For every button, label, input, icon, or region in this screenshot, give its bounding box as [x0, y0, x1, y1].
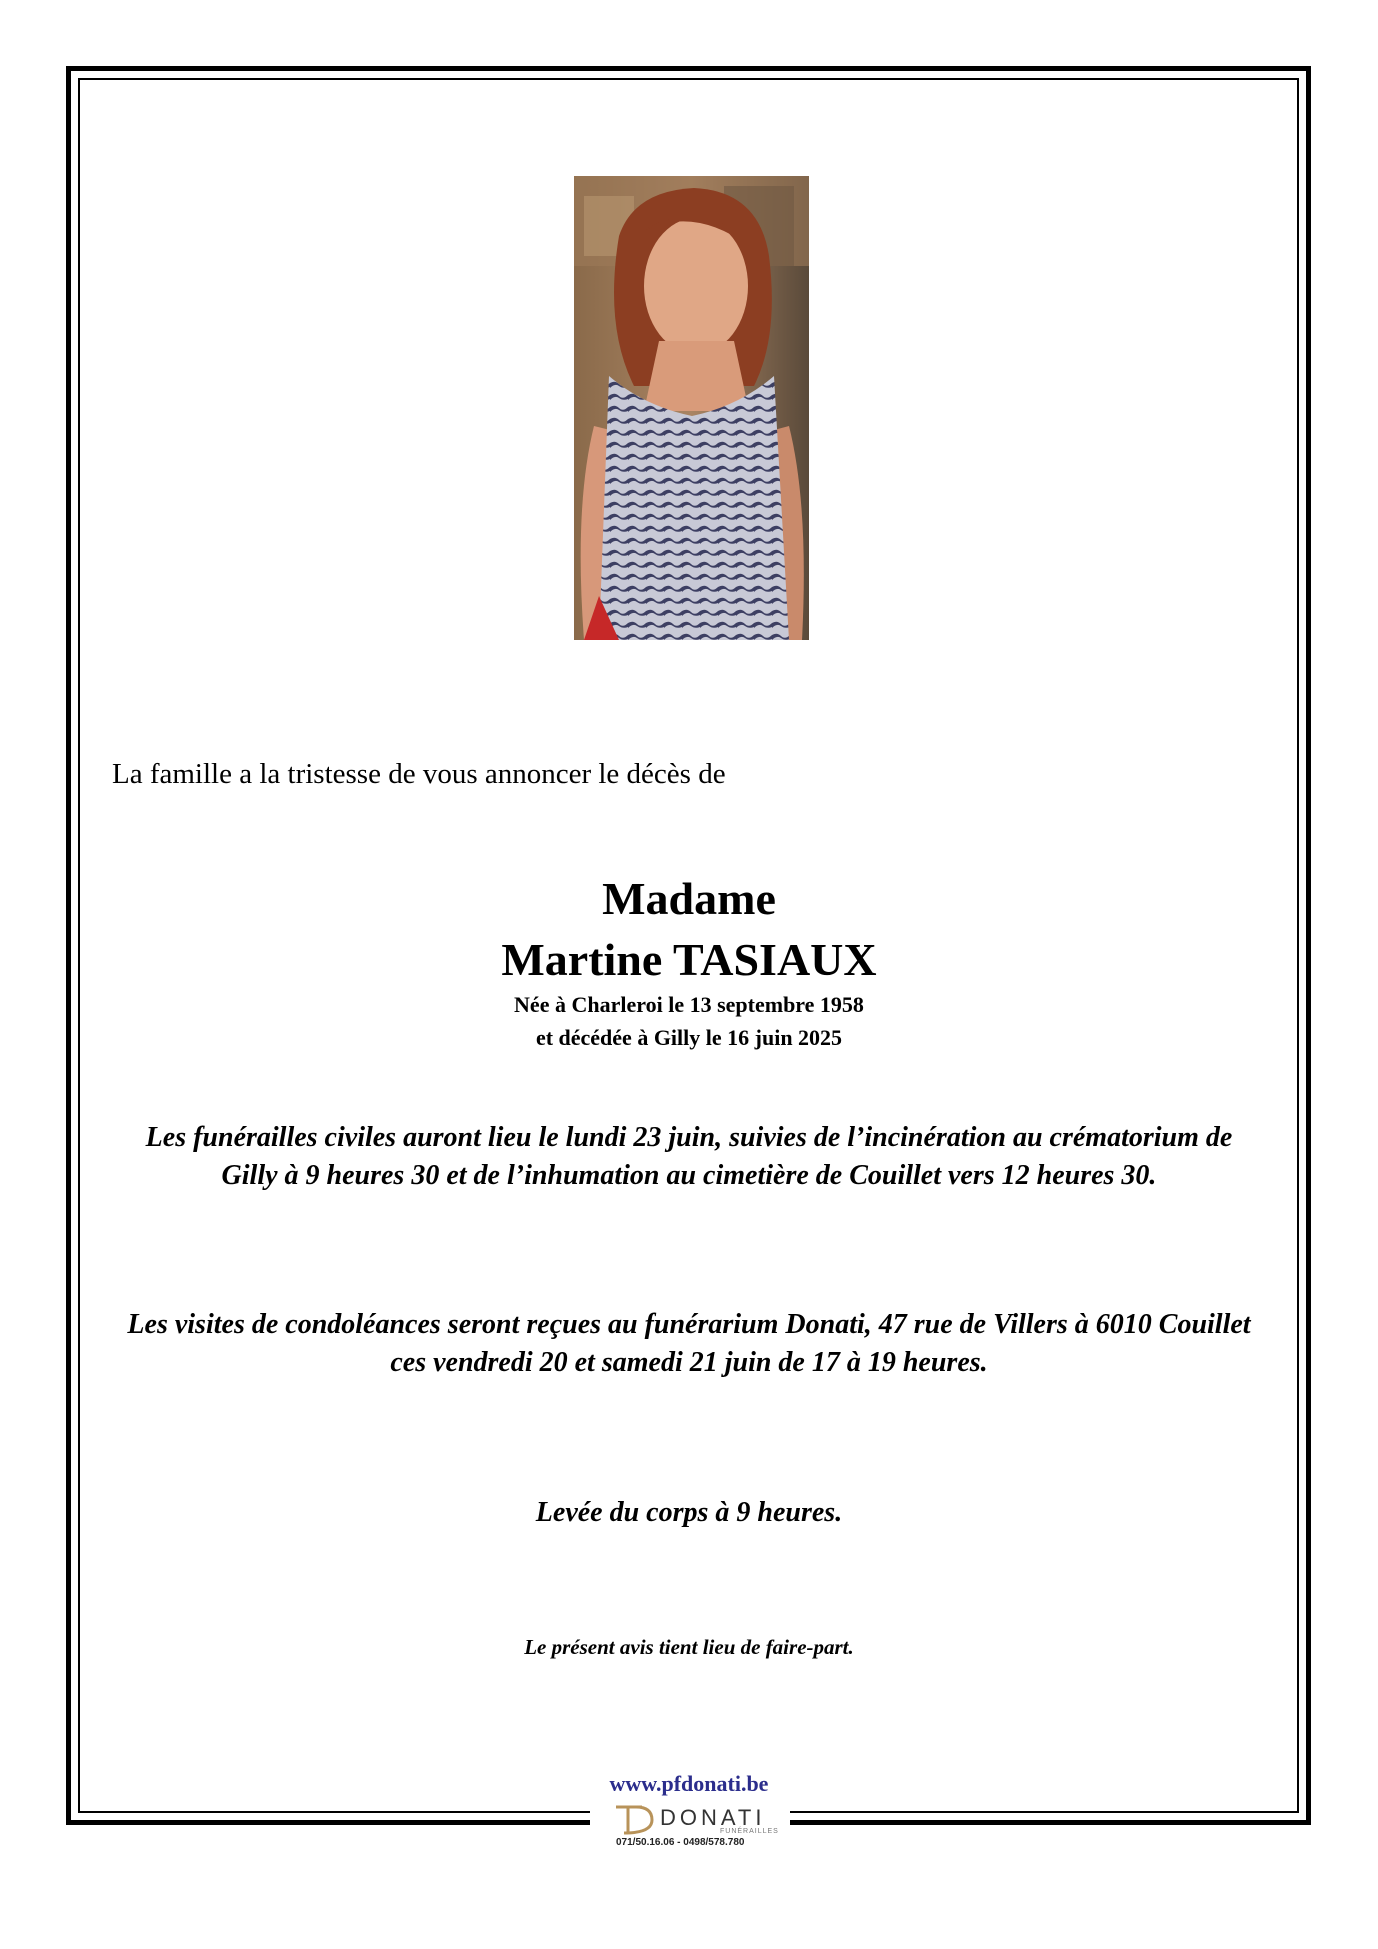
funeral-details: Les funérailles civiles auront lieu le lundi 23 juin, suivies de l’incinération au crématorium de Gilly à 9 heures 30 et de l’inhumation au cimetière de Couillet vers 12 heures 30. [145, 1122, 1233, 1191]
death-info: et décédée à Gilly le 16 juin 2025 [535, 1025, 843, 1050]
logo-brand-sub: FUNÉRAILLES [720, 1828, 779, 1835]
portrait-photo [574, 176, 809, 640]
levee-time: Levée du corps à 9 heures. [535, 1497, 843, 1528]
intro-text: La famille a la tristesse de vous annoncer le décès de [112, 758, 726, 790]
deceased-honorific: Madame [602, 873, 776, 924]
logo-brand-name: DONATI [660, 1805, 766, 1830]
phone-numbers: 071/50.16.06 - 0498/578.780 [616, 1837, 745, 1848]
donati-mark-icon [612, 1803, 656, 1837]
notice-text: Le présent avis tient lieu de faire-part. [524, 1635, 854, 1659]
website-link[interactable]: www.pfdonati.be [609, 1771, 769, 1796]
birth-info: Née à Charleroi le 13 septembre 1958 [514, 992, 864, 1017]
deceased-name: Martine TASIAUX [501, 934, 877, 985]
donati-logo [612, 1803, 779, 1853]
condolence-visits: Les visites de condoléances seront reçues au funérarium Donati, 47 rue de Villers à 6010 Couillet ces vendredi 20 et samedi 21 juin de 17 à 19 heures. [127, 1309, 1251, 1378]
